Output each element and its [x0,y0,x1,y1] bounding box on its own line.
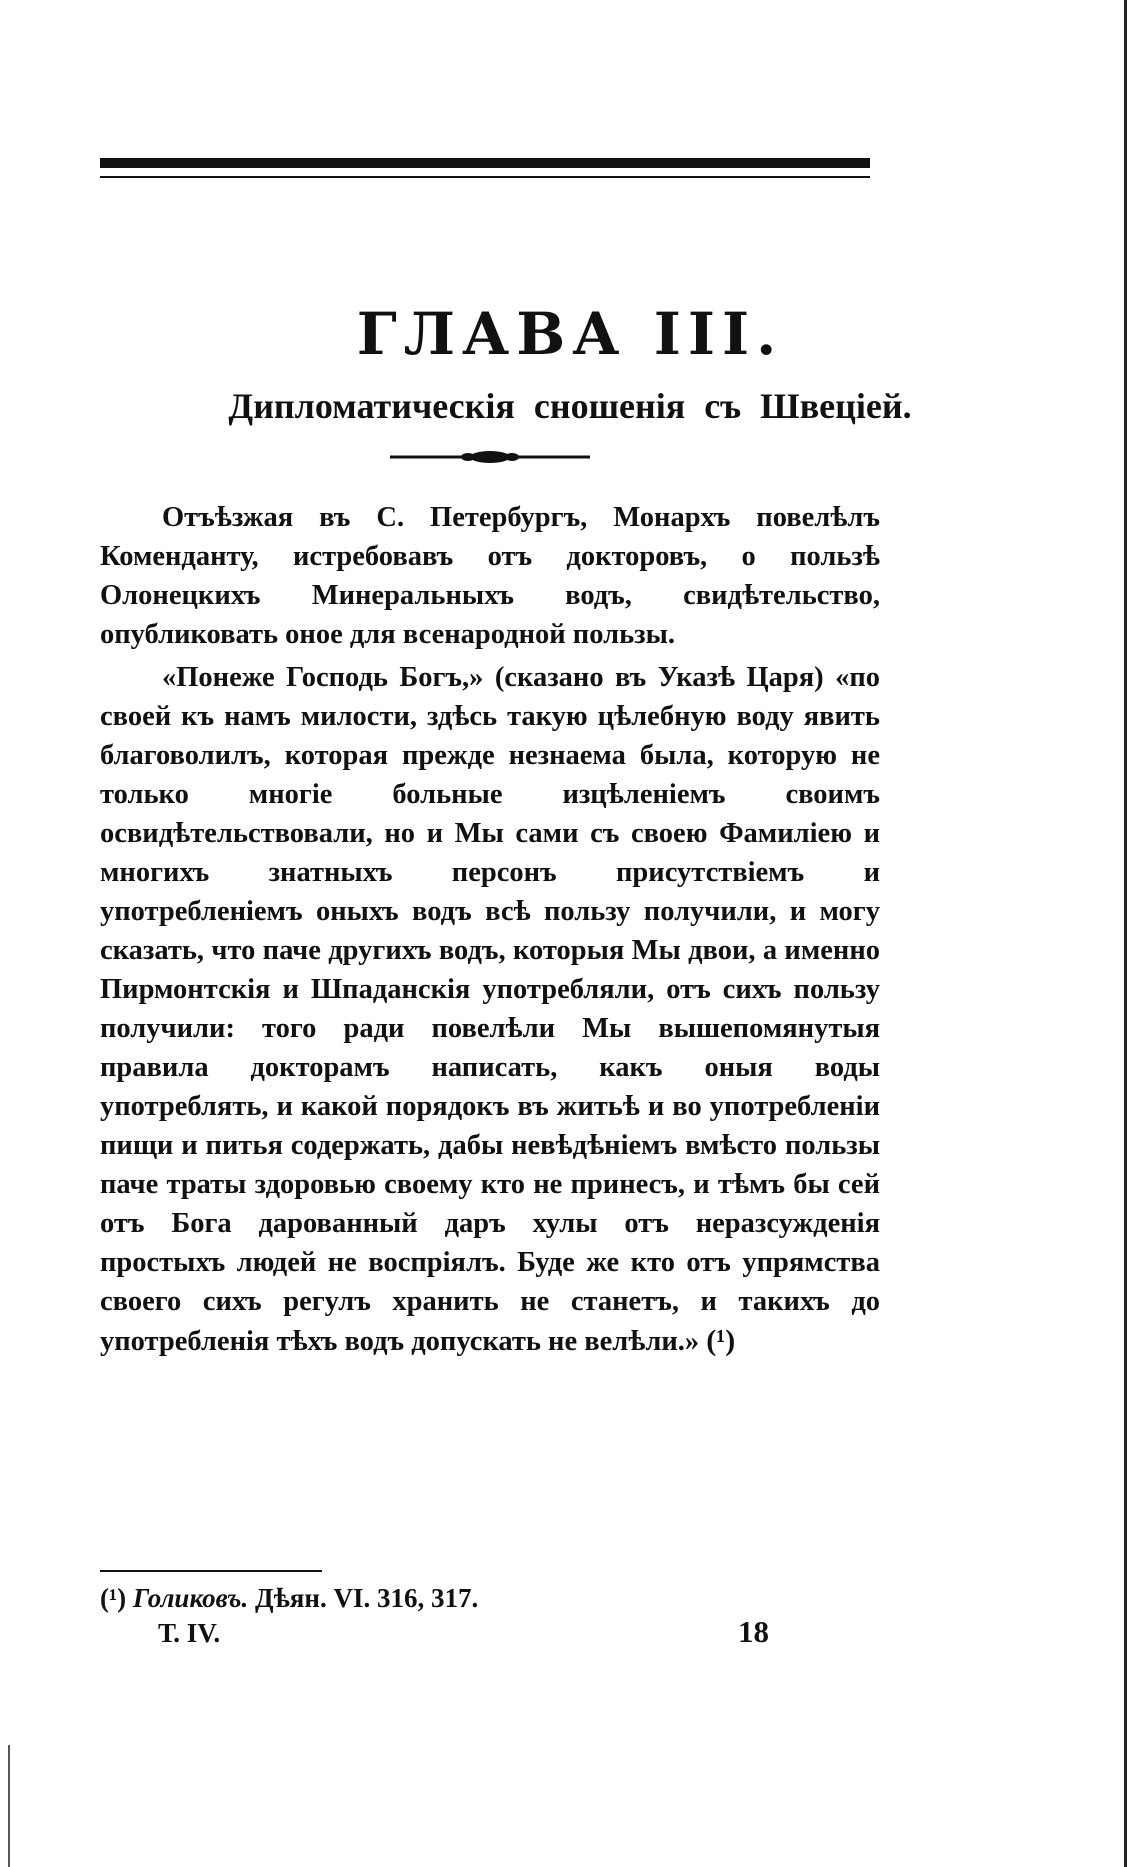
paragraph [100,658,880,1361]
chapter-subtitle: Дипломатическія сношенія съ Швеціей. [228,386,912,426]
main-text [100,498,880,1361]
ornament-divider-icon [390,448,590,466]
header-rule-thin [100,176,870,178]
page-edge-line [1124,0,1127,1867]
header-rule-thick [100,158,870,168]
footnote-author: Голиковъ. [132,1583,249,1613]
footnote-rule [100,1570,322,1572]
volume-signature: Т. IV. [158,1618,221,1648]
page-edge-line-left [8,1745,10,1867]
page-number: 18 [738,1614,769,1649]
footnote-text: Дѣян. VI. 316, 317. [255,1583,479,1613]
chapter-title: ГЛАВА III. [356,300,784,368]
paragraph: Отъѣзжая въ С. Петербургъ, Монархъ повелѣлъ Коменданту, истребовавъ отъ докторовъ, о пользѣ Олонецкихъ Минеральныхъ водъ, свидѣтельство, опубликовать оное для всенародной пользы. [100,502,880,650]
paragraph-text: «Понеже Господь Богъ,» (сказано въ Указѣ Царя) «по своей къ намъ милости, здѣсь такую цѣлебную воду явить благоволилъ, которая прежде незнаема была, которую не только многіе больные изцѣленіемъ своимъ освидѣтельствовали, но и Мы сами съ своею Фамиліею и многихъ знатныхъ персонъ присутствіемъ и употребленіемъ оныхъ водъ всѣ пользу получили, и могу сказать, что паче другихъ водъ, которыя Мы двои, а именно Пирмонтскія и Шпаданскія употребляли, отъ сихъ пользу получили: того ради повелѣли Мы вышепомянутыя правила докторамъ написать, какъ оныя воды употреблять, и какой порядокъ въ житьѣ и во употребленіи пищи и питья содержать, дабы невѣдѣніемъ вмѣсто пользы паче траты здоровью своему кто не принесъ, и тѣмъ бы сей отъ Бога дарованный даръ хулы отъ неразсужденія простыхъ людей не воспріялъ. Буде же кто отъ упрямства своего сихъ регулъ хранить не станетъ, и такихъ до употребленія тѣхъ водъ допускать не велѣли.» [100,662,880,1357]
footnote-reference: (¹) [706,1324,736,1357]
footnote-marker: (¹) [100,1583,127,1613]
footnote [100,1580,880,1616]
